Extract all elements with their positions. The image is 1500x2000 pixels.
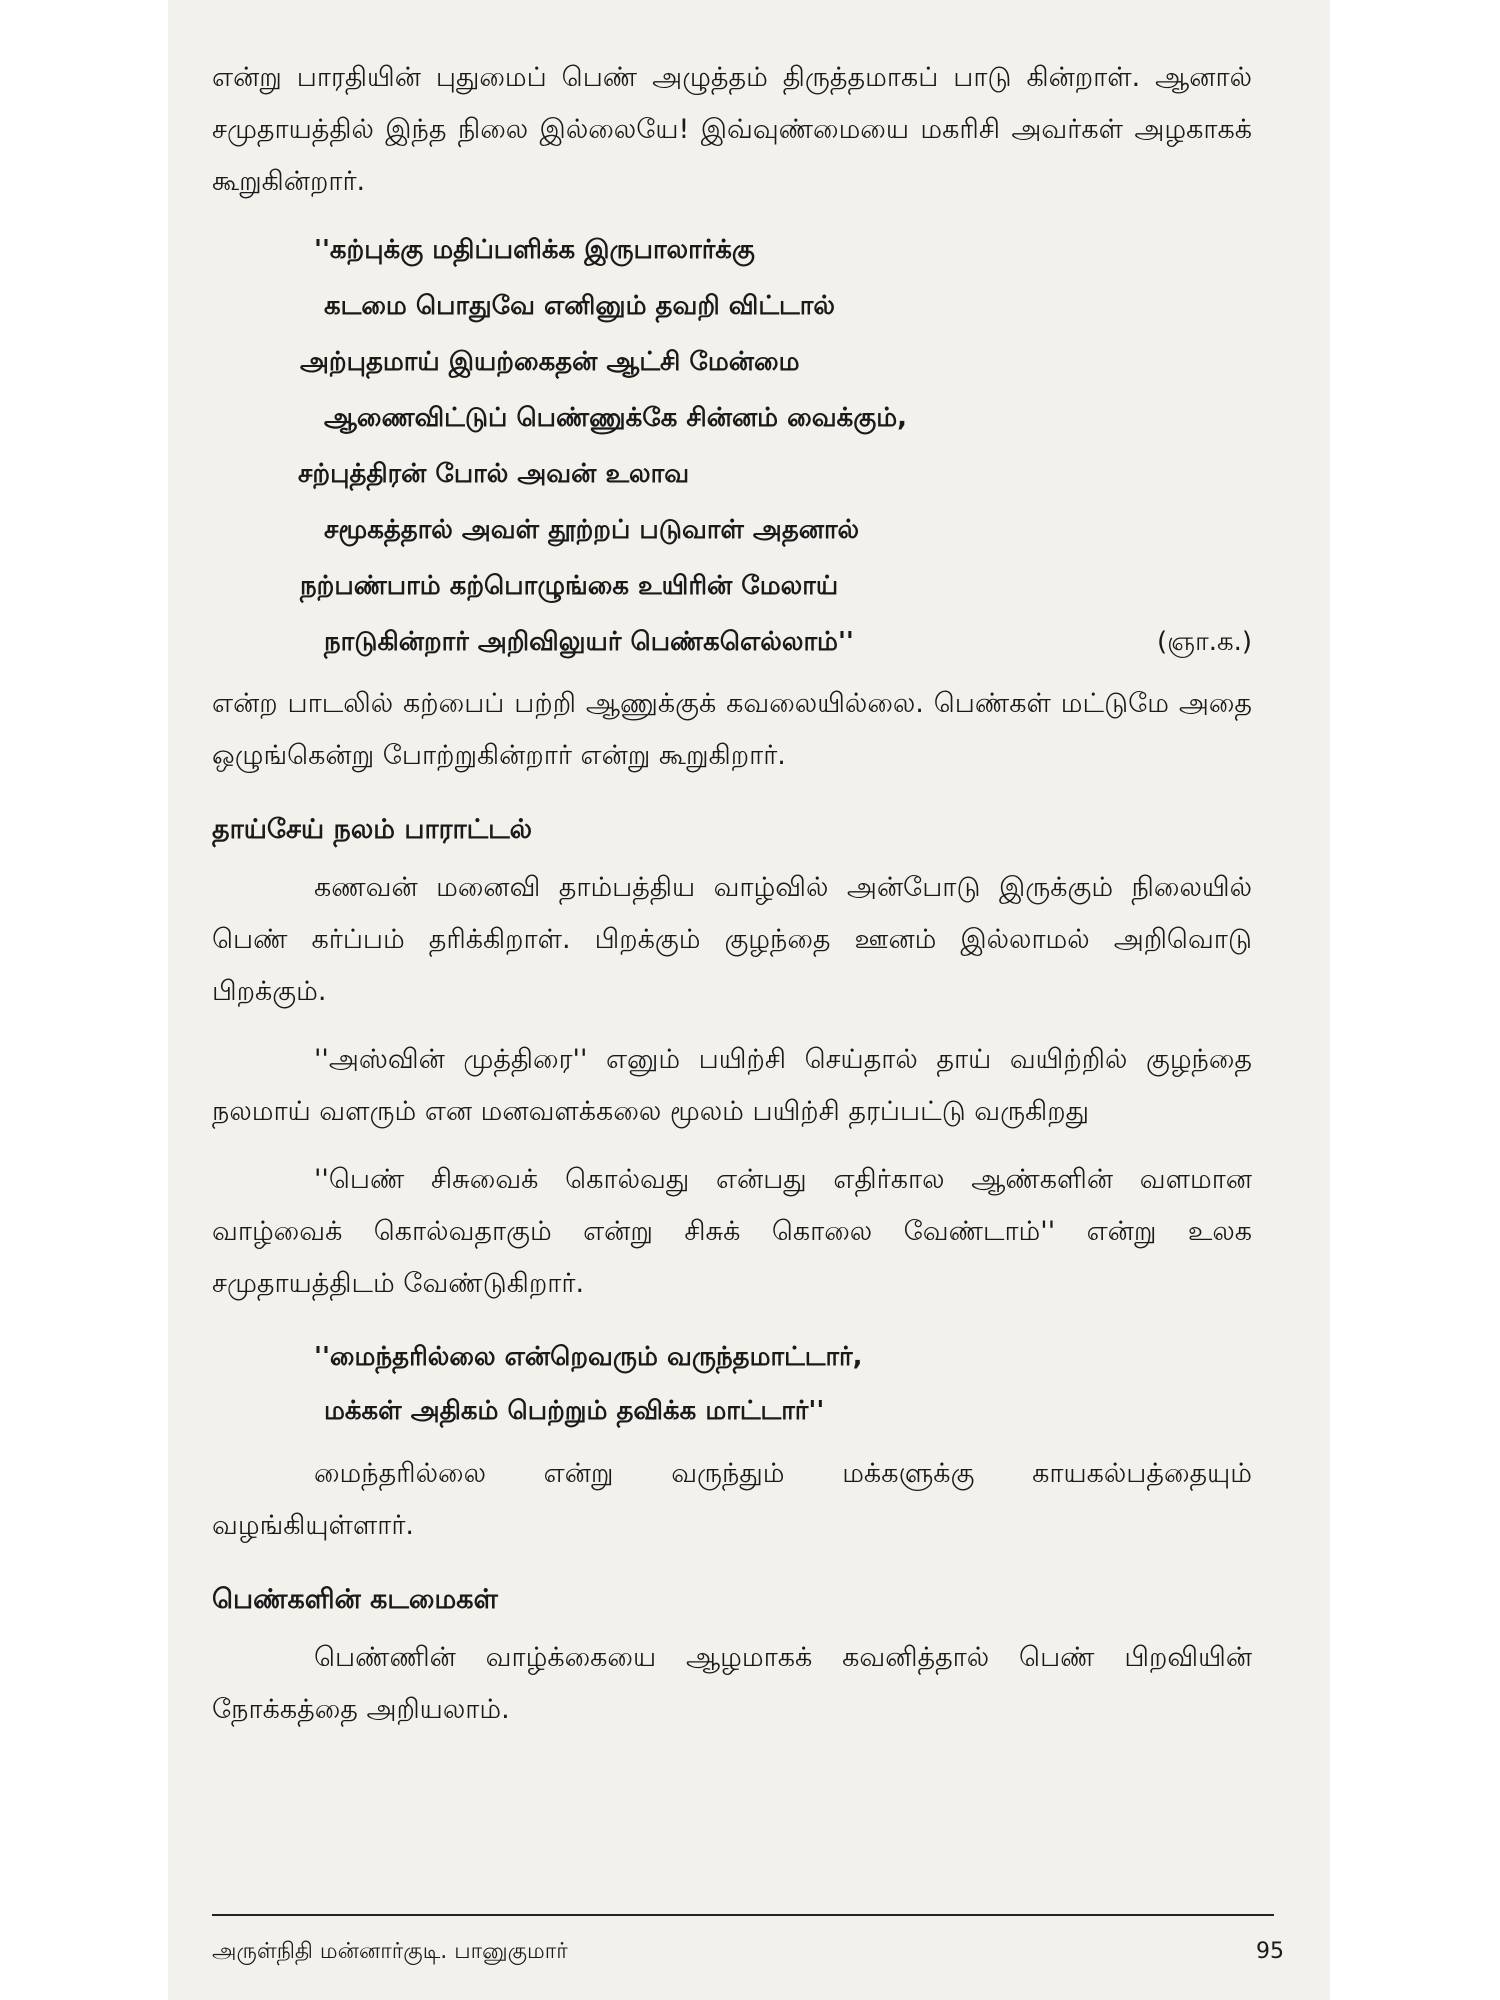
verse-line: ஆணைவிட்டுப் பெண்ணுக்கே சின்னம் வைக்கும், — [324, 403, 908, 433]
paragraph-pregnancy: கணவன் மனைவி தாம்பத்திய வாழ்வில் அன்போடு இருக்கும் நிலையில் பெண் கர்ப்பம் தரிக்கிறாள். பிறக்கும் குழந்தை ஊனம் இல்லாமல் அறிவொடு பிறக்கும். — [212, 872, 1252, 1007]
section-heading-mother-child: தாய்சேய் நலம் பாராட்டல் — [212, 814, 533, 845]
verse-line: கடமை பொதுவே எனினும் தவறி விட்டால் — [324, 291, 835, 321]
couplet-line: ''மைந்தரில்லை என்றெவரும் வருந்தமாட்டார், — [314, 1342, 863, 1372]
paragraph-purpose: பெண்ணின் வாழ்க்கையை ஆழமாகக் கவனித்தால் பெண் பிறவியின் நோக்கத்தை அறியலாம். — [212, 1642, 1252, 1725]
paragraph-kayakalpa: மைந்தரில்லை என்று வருந்தும் மக்களுக்கு காயகல்பத்தையும் வழங்கியுள்ளார். — [212, 1458, 1252, 1541]
verse-line: ''கற்புக்கு மதிப்பளிக்க இருபாலார்க்கு — [314, 235, 755, 265]
verse-block — [212, 222, 1252, 670]
footer-rule — [212, 1914, 1274, 1916]
paragraph-female-infanticide: ''பெண் சிசுவைக் கொல்வது என்பது எதிர்கால ஆண்களின் வளமான வாழ்வைக் கொல்வதாகும் என்று சிசுக் கொலை வேண்டாம்'' என்று உலக சமுதாயத்திடம் வேண்டுகிறார். — [212, 1164, 1252, 1299]
paragraph-intro: என்று பாரதியின் புதுமைப் பெண் அழுத்தம் திருத்தமாகப் பாடு கின்றாள். ஆனால் சமுதாயத்தில் இந்த நிலை இல்லையே! இவ்வுண்மையை மகரிசி அவர்கள் அழகாகக் கூறுகின்றார். — [212, 62, 1252, 197]
page-gutter — [0, 0, 168, 2000]
page-content — [212, 52, 1252, 1736]
verse-line: அற்புதமாய் இயற்கைதன் ஆட்சி மேன்மை — [300, 347, 800, 377]
verse-citation: (ஞா.க.) — [1157, 627, 1252, 657]
verse-line: நற்பண்பாம் கற்பொழுங்கை உயிரின் மேலாய் — [300, 571, 839, 601]
verse-line-last — [212, 614, 1252, 670]
verse-line: சற்புத்திரன் போல் அவன் உலாவ — [298, 459, 690, 489]
footer-author: அருள்நிதி மன்னார்குடி. பானுகுமார் — [212, 1939, 568, 1964]
couplet-line: மக்கள் அதிகம் பெற்றும் தவிக்க மாட்டார்'' — [324, 1396, 825, 1426]
section-heading-duties-of-women: பெண்களின் கடமைகள் — [212, 1584, 498, 1615]
couplet-block — [212, 1330, 1252, 1438]
verse-line-text: நாடுகின்றார் அறிவிலுயர் பெண்கஎெல்லாம்'' — [324, 627, 854, 657]
paragraph-commentary: என்ற பாடலில் கற்பைப் பற்றி ஆணுக்குக் கவலையில்லை. பெண்கள் மட்டுமே அதை ஒழுங்கென்று போற்றுகின்றார் என்று கூறுகிறார். — [212, 688, 1252, 771]
verse-line: சமூகத்தால் அவள் தூற்றப் படுவாள் அதனால் — [324, 515, 860, 545]
paragraph-aswin-mudra: ''அஸ்வின் முத்திரை'' எனும் பயிற்சி செய்தால் தாய் வயிற்றில் குழந்தை நலமாய் வளரும் என மனவளக்கலை மூலம் பயிற்சி தரப்பட்டு வருகிறது — [212, 1044, 1252, 1127]
page-number: 95 — [1256, 1939, 1284, 1964]
book-page — [168, 0, 1330, 2000]
